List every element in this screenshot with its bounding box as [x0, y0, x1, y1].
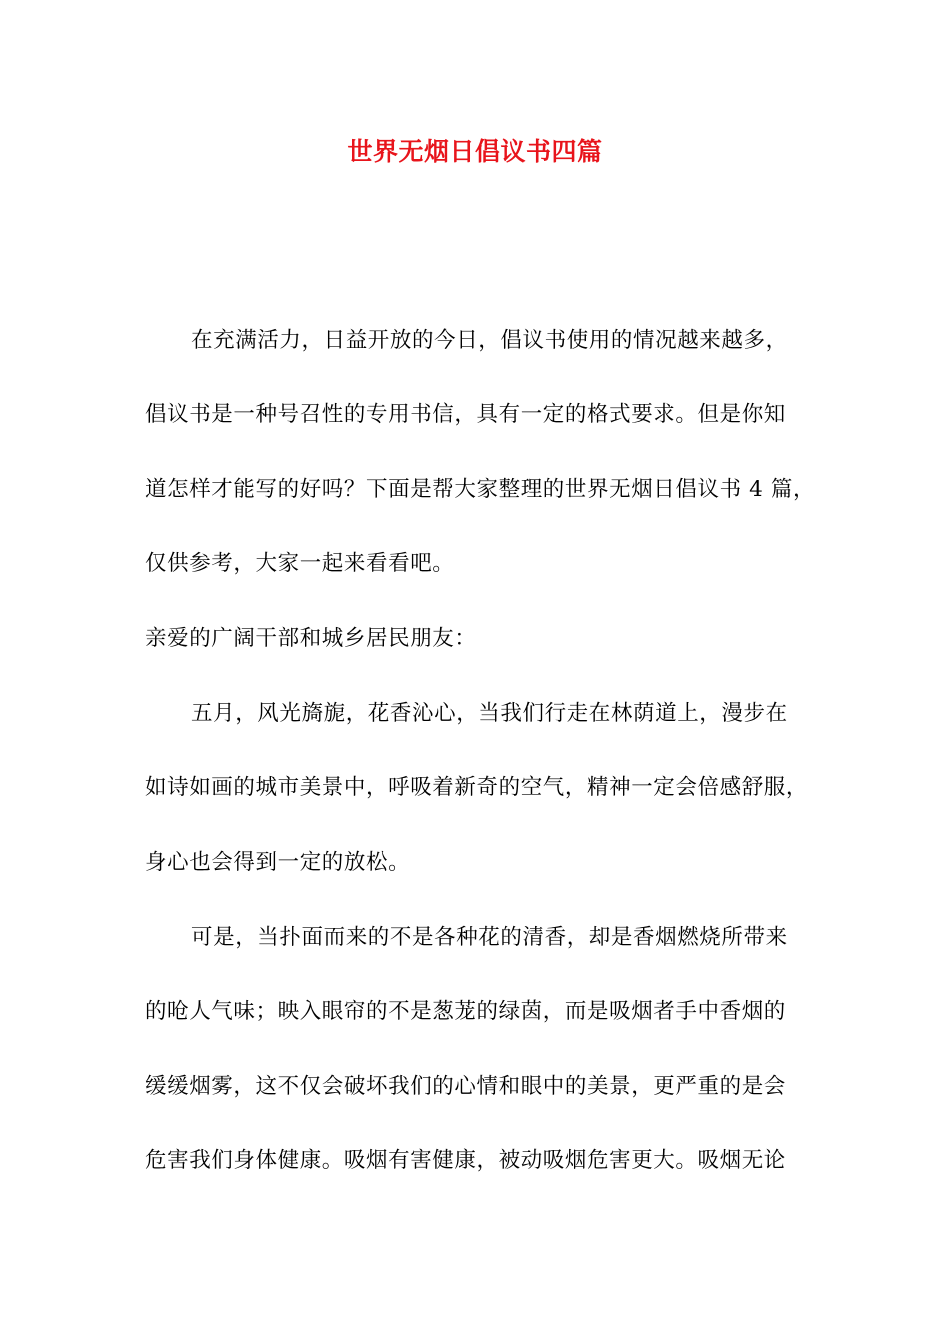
- document-title: 世界无烟日倡议书四篇: [347, 137, 603, 166]
- paragraph-line-10: 的呛人气味；映入眼帘的不是葱茏的绿茵，而是吸烟者手中香烟的: [145, 999, 786, 1024]
- paragraph-line-4: 仅供参考，大家一起来看看吧。: [145, 551, 455, 576]
- paragraph-line-7: 如诗如画的城市美景中，呼吸着新奇的空气，精神一定会倍感舒服，: [145, 775, 809, 800]
- salutation-line: 亲爱的广阔干部和城乡居民朋友：: [145, 626, 477, 651]
- paragraph-line-2: 倡议书是一种号召性的专用书信，具有一定的格式要求。但是你知: [145, 402, 786, 427]
- paragraph-line-3: 道怎样才能写的好吗？下面是帮大家整理的世界无烟日倡议书 4 篇，: [145, 477, 816, 502]
- paragraph-line-6: 五月，风光旖旎，花香沁心，当我们行走在林荫道上，漫步在: [191, 701, 788, 726]
- paragraph-line-8: 身心也会得到一定的放松。: [145, 850, 411, 875]
- paragraph-line-12: 危害我们身体健康。吸烟有害健康，被动吸烟危害更大。吸烟无论: [145, 1148, 786, 1173]
- paragraph-line-9: 可是，当扑面而来的不是各种花的清香，却是香烟燃烧所带来: [191, 925, 788, 950]
- paragraph-line-11: 缓缓烟雾，这不仅会破坏我们的心情和眼中的美景，更严重的是会: [145, 1074, 786, 1099]
- paragraph-line-1: 在充满活力，日益开放的今日，倡议书使用的情况越来越多，: [191, 328, 788, 353]
